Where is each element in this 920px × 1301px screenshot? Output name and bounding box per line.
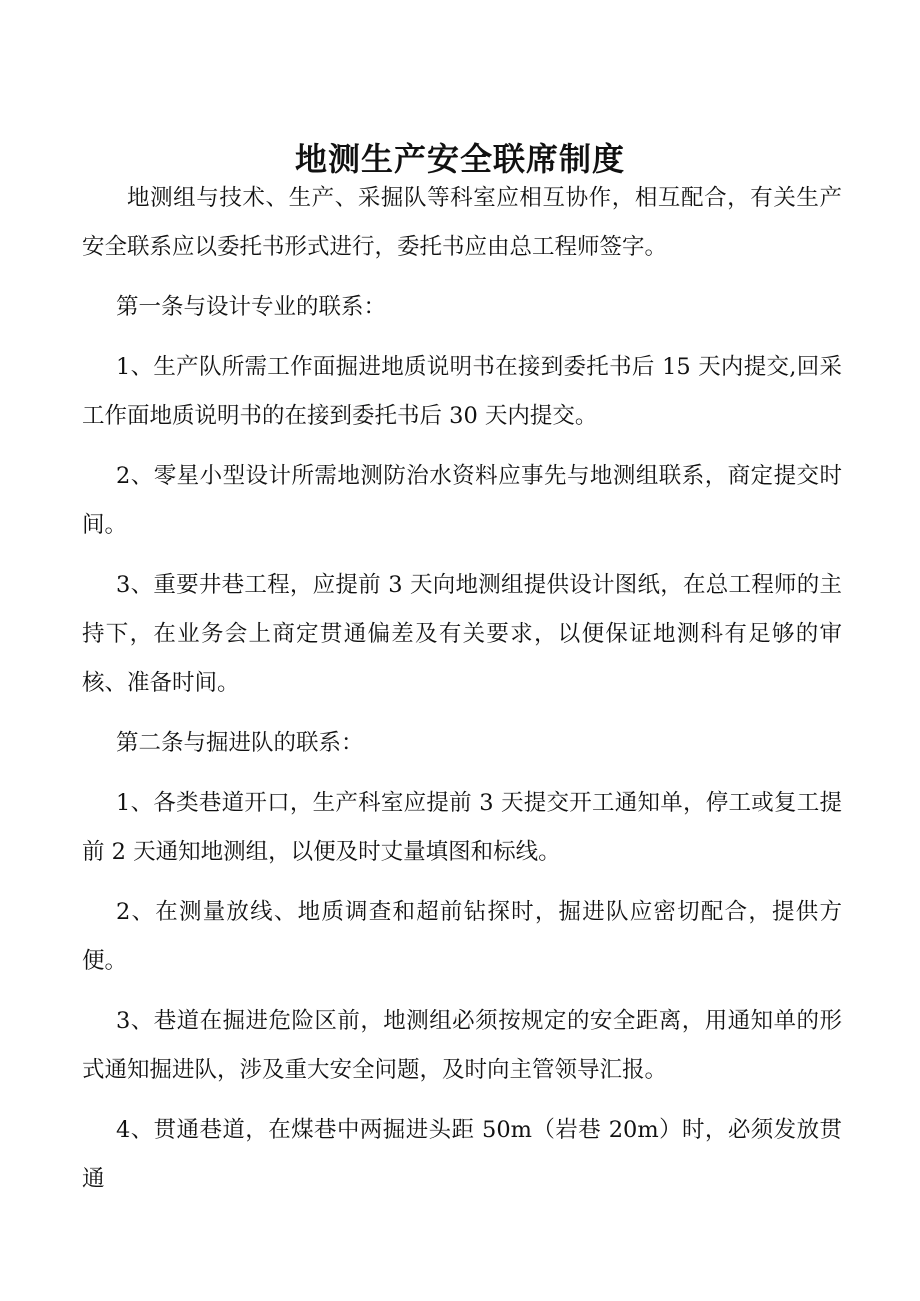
article-2-item-3: 3、巷道在掘进危险区前，地测组必须按规定的安全距离，用通知单的形式通知掘进队，涉及重大安全问题，及时向主管领导汇报。 <box>82 1008 842 1083</box>
article-2-heading: 第二条与掘进队的联系： <box>116 730 364 756</box>
document-title: 地测生产安全联席制度 <box>294 140 625 179</box>
article-2-item-4: 4、贯通巷道，在煤巷中两掘进头距 50m（岩巷 20m）时，必须发放贯通 <box>82 1117 842 1192</box>
article-1-item-2: 2、零星小型设计所需地测防治水资料应事先与地测组联系，商定提交时间。 <box>82 463 842 538</box>
document-body <box>82 174 842 1215</box>
article-1-heading: 第一条与设计专业的联系： <box>116 294 387 320</box>
intro-paragraph: 地测组与技术、生产、采掘队等科室应相互协作，相互配合，有关生产安全联系应以委托书形式进行，委托书应由总工程师签字。 <box>82 185 842 260</box>
article-2-item-1: 1、各类巷道开口，生产科室应提前 3 天提交开工通知单，停工或复工提前 2 天通知地测组，以便及时丈量填图和标线。 <box>82 790 842 865</box>
article-2-item-2: 2、在测量放线、地质调查和超前钻探时，掘进队应密切配合，提供方便。 <box>82 899 842 974</box>
article-1-item-3: 3、重要井巷工程，应提前 3 天向地测组提供设计图纸，在总工程师的主持下，在业务会上商定贯通偏差及有关要求，以便保证地测科有足够的审核、准备时间。 <box>82 572 842 696</box>
article-1-item-1: 1、生产队所需工作面掘进地质说明书在接到委托书后 15 天内提交,回采工作面地质说明书的在接到委托书后 30 天内提交。 <box>82 354 842 429</box>
